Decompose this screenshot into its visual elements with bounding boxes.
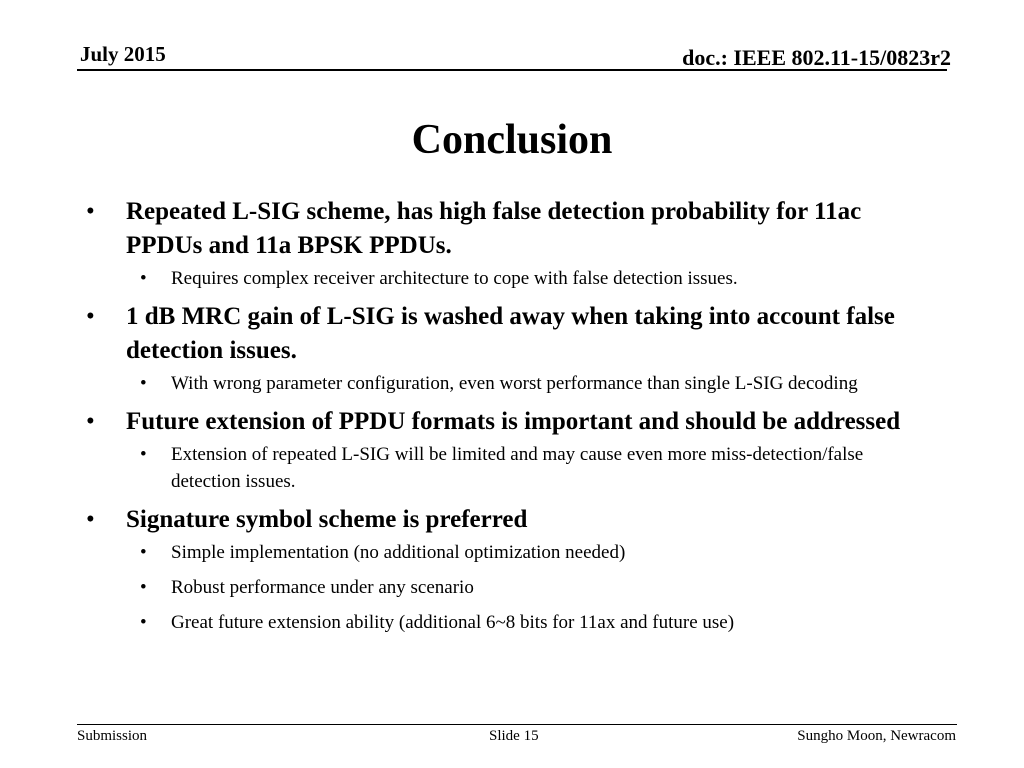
sub-bullet-text: Robust performance under any scenario — [171, 577, 474, 598]
footer-author: Sungho Moon, Newracom — [797, 728, 956, 744]
bullet-marker: • — [86, 506, 95, 533]
sub-bullet-item — [0, 574, 931, 601]
footer-slide-number: Slide 15 — [489, 728, 539, 744]
sub-bullet-marker: • — [140, 373, 147, 394]
footer-submission: Submission — [77, 728, 148, 744]
sub-bullet-marker: • — [140, 542, 147, 563]
bullet-marker: • — [86, 408, 95, 435]
sub-bullet-item — [0, 441, 931, 495]
sub-bullet-marker: • — [140, 444, 147, 465]
sub-bullet-text: Extension of repeated L-SIG will be limited and may cause even more miss-detection/false detection issues. — [171, 444, 864, 492]
bullet-item — [0, 503, 926, 537]
sub-bullet-item — [0, 609, 931, 636]
sub-bullet-item — [0, 265, 931, 292]
bullet-item — [0, 405, 926, 439]
sub-bullet-marker: • — [140, 268, 147, 289]
sub-bullet-text: Great future extension ability (additional 6~8 bits for 11ax and future use) — [171, 612, 735, 633]
bullet-marker: • — [86, 198, 95, 225]
sub-bullet-item — [0, 370, 931, 397]
sub-bullet-marker: • — [140, 577, 147, 598]
sub-bullet-item — [0, 539, 931, 566]
bullet-item — [0, 195, 926, 263]
slide-body — [0, 195, 1024, 644]
footer-divider — [77, 724, 957, 725]
sub-bullet-marker: • — [140, 612, 147, 633]
sub-bullet-text: Simple implementation (no additional optimization needed) — [171, 542, 626, 563]
bullet-text: Signature symbol scheme is preferred — [126, 506, 528, 533]
sub-bullet-text: Requires complex receiver architecture to cope with false detection issues. — [171, 268, 738, 289]
header-divider — [77, 69, 947, 71]
bullet-text: 1 dB MRC gain of L-SIG is washed away when taking into account false detection issues. — [126, 303, 895, 364]
sub-bullet-text: With wrong parameter configuration, even worst performance than single L-SIG decoding — [171, 373, 858, 394]
bullet-item — [0, 300, 926, 368]
header-date: July 2015 — [80, 42, 166, 66]
bullet-text: Future extension of PPDU formats is important and should be addressed — [126, 408, 901, 435]
bullet-text: Repeated L-SIG scheme, has high false detection probability for 11ac PPDUs and 11a BPSK PPDUs. — [126, 198, 862, 259]
bullet-marker: • — [86, 303, 95, 330]
slide-title: Conclusion — [411, 117, 613, 163]
header-doc-id: doc.: IEEE 802.11-15/0823r2 — [682, 45, 951, 70]
